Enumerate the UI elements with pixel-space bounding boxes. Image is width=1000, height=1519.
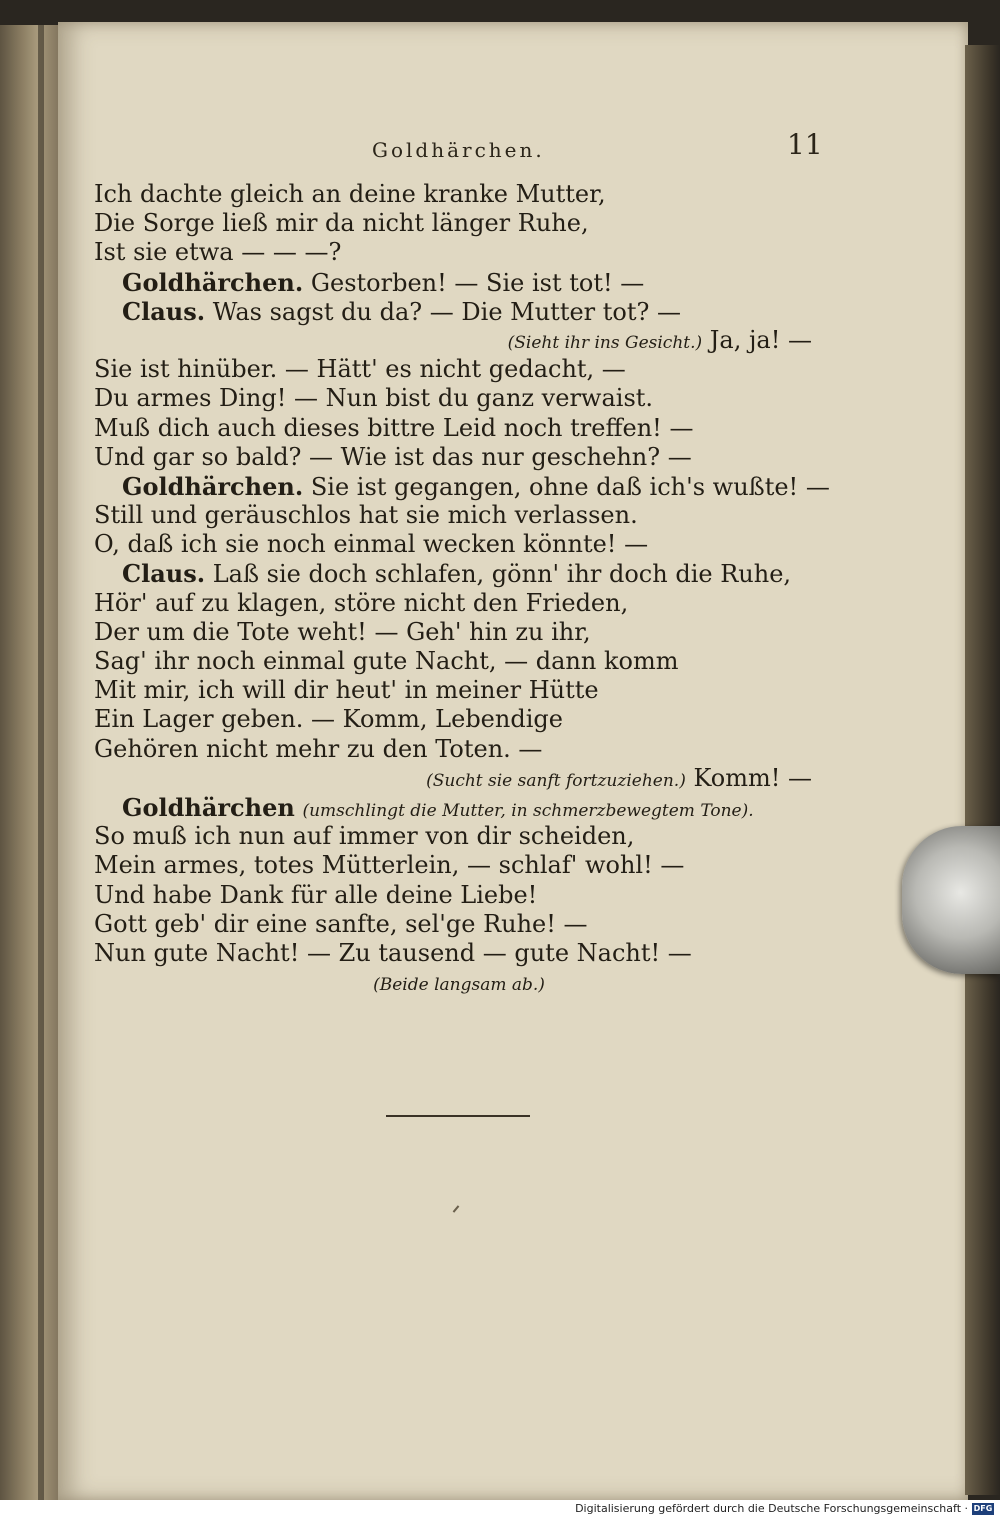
text-line (94, 384, 824, 413)
text-line (94, 705, 824, 734)
text-line (94, 618, 824, 647)
text-line (94, 471, 830, 501)
line-text: Ist sie etwa — — —? (94, 238, 342, 267)
line-text: Gehören nicht mehr zu den Toten. — (94, 734, 543, 763)
funding-credit: Digitalisierung gefördert durch die Deutsche Forschungsgemeinschaft · (575, 1502, 968, 1515)
text-line (94, 647, 824, 676)
text-line (94, 735, 824, 764)
line-text: Nun gute Nacht! — Zu tausend — gute Nacht! — (94, 938, 692, 967)
stage-direction: (umschlingt die Mutter, in schmerzbewegtem Tone). (302, 800, 754, 821)
page-edge (965, 45, 1000, 1495)
page-clip (902, 826, 1000, 974)
line-text: So muß ich nun auf immer von dir scheiden, (94, 822, 635, 851)
text-line (94, 326, 824, 355)
text-line (94, 501, 824, 530)
text-line (94, 180, 824, 209)
line-text: Ein Lager geben. — Komm, Lebendige (94, 705, 563, 734)
text-line (94, 268, 824, 297)
text-line (94, 939, 824, 968)
text-line (94, 297, 824, 326)
text-line (94, 414, 824, 443)
speaker-name: Claus. (122, 296, 206, 326)
text-line (94, 589, 824, 618)
line-text: Der um die Tote weht! — Geh' hin zu ihr, (94, 617, 591, 646)
line-text: Sie ist gegangen, ohne daß ich's wußte! — (310, 472, 830, 501)
line-text: Hör' auf zu klagen, störe nicht den Frieden, (94, 588, 629, 617)
line-text: Ja, ja! — (709, 325, 812, 354)
line-text: Die Sorge ließ mir da nicht länger Ruhe, (94, 209, 589, 238)
stage-direction: (Sucht sie sanft fortzuziehen.) (426, 770, 686, 791)
line-text: Und gar so bald? — Wie ist das nur geschehn? — (94, 442, 692, 471)
line-text: Gott geb' dir eine sanfte, sel'ge Ruhe! — (94, 909, 588, 938)
stage-direction: (Beide langsam ab.) (373, 975, 545, 996)
line-text: Ich dachte gleich an deine kranke Mutter, (94, 180, 606, 208)
text-line (94, 559, 824, 588)
line-text: Mit mir, ich will dir heut' in meiner Hütte (94, 676, 599, 705)
text-line (94, 910, 824, 939)
line-text: Sag' ihr noch einmal gute Nacht, — dann komm (94, 647, 679, 675)
text-line (94, 355, 824, 384)
line-text: Muß dich auch dieses bittre Leid noch treffen! — (94, 413, 694, 442)
play-text (94, 180, 830, 997)
dfg-logo-icon: DFG (973, 1504, 993, 1513)
text-line (94, 443, 824, 472)
line-text: Gestorben! — Sie ist tot! — (310, 268, 645, 297)
line-text: Was sagst du da? — Die Mutter tot? — (212, 297, 682, 326)
book-spine (0, 25, 62, 1500)
speaker-name: Claus. (122, 559, 206, 589)
stage-direction: (Sieht ihr ins Gesicht.) (507, 332, 703, 353)
running-head: Goldhärchen. (372, 138, 545, 162)
text-line (94, 530, 824, 559)
line-text: Sie ist hinüber. — Hätt' es nicht gedacht, — (94, 355, 626, 384)
page-number: 11 (787, 128, 823, 161)
text-line (94, 881, 824, 910)
section-divider (386, 1115, 530, 1117)
speaker-name: Goldhärchen (122, 792, 295, 822)
text-line (94, 822, 824, 851)
line-text: Laß sie doch schlafen, gönn' ihr doch die Ruhe, (212, 560, 792, 589)
text-line (94, 793, 824, 822)
text-line (94, 764, 824, 793)
text-line (94, 968, 824, 997)
text-line (94, 851, 824, 880)
text-line (94, 676, 824, 705)
speaker-name: Goldhärchen. (122, 471, 304, 501)
speaker-name: Goldhärchen. (122, 267, 304, 297)
line-text: Still und geräuschlos hat sie mich verlassen. (94, 501, 638, 530)
line-text: O, daß ich sie noch einmal wecken könnte! — (94, 530, 649, 559)
line-text: Du armes Ding! — Nun bist du ganz verwaist. (94, 384, 654, 413)
line-text: Komm! — (693, 763, 812, 792)
digitization-footer (0, 1500, 1000, 1519)
text-line (94, 238, 824, 267)
line-text: Und habe Dank für alle deine Liebe! (94, 880, 538, 909)
line-text: Mein armes, totes Mütterlein, — schlaf' wohl! — (94, 851, 685, 880)
text-line (94, 209, 824, 238)
